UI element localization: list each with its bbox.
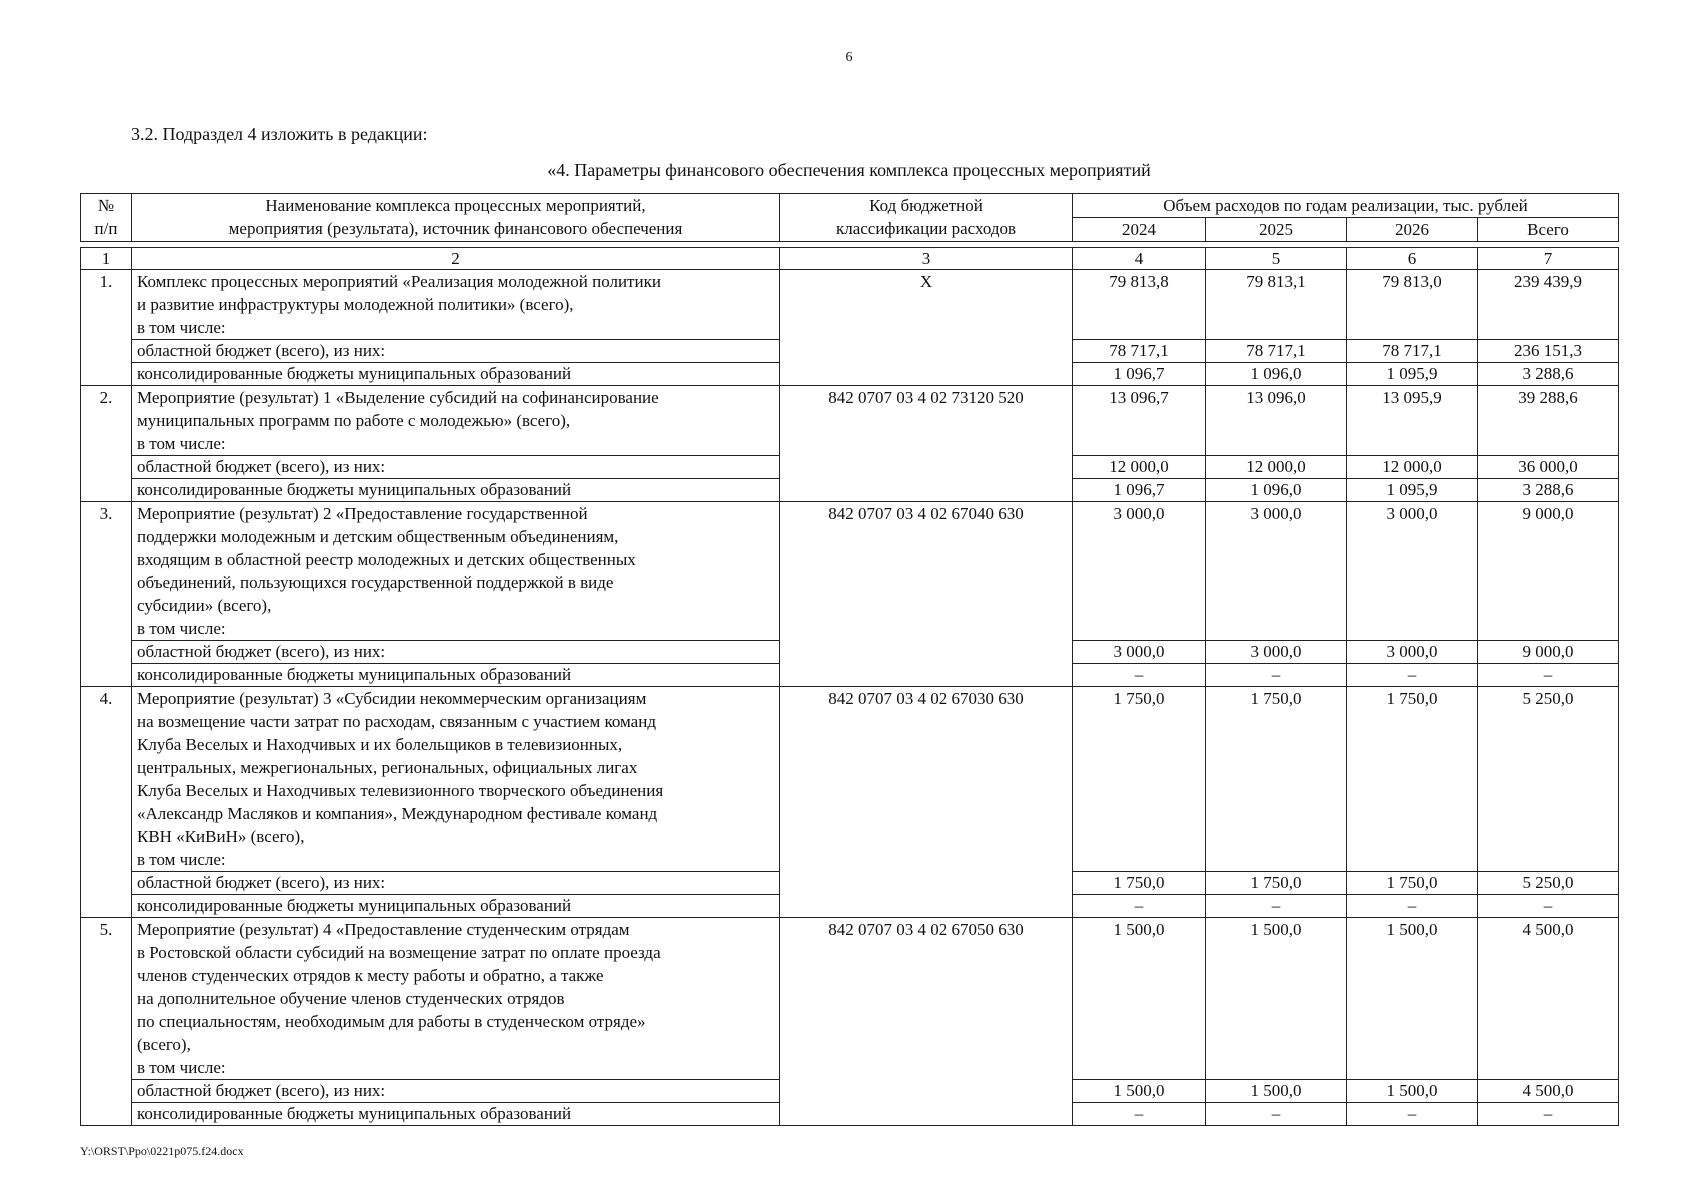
- amount-cell: –: [1073, 664, 1206, 687]
- amount-cell: 1 096,7: [1073, 363, 1206, 386]
- amount-cell: 36 000,0: [1478, 456, 1619, 479]
- amount-cell: 1 750,0: [1206, 687, 1347, 872]
- amount-cell: 1 500,0: [1347, 918, 1478, 1080]
- column-number: 5: [1206, 248, 1347, 270]
- column-number: 3: [780, 248, 1073, 270]
- amount-cell: 1 096,0: [1206, 479, 1347, 502]
- amount-cell: –: [1347, 1103, 1478, 1126]
- amount-cell: 1 500,0: [1347, 1080, 1478, 1103]
- row-number: 3.: [81, 502, 132, 687]
- municipal-budget-label: консолидированные бюджеты муниципальных образований: [132, 363, 780, 386]
- row-number: 4.: [81, 687, 132, 918]
- amount-cell: 239 439,9: [1478, 270, 1619, 340]
- row-name-line: в том числе:: [137, 318, 226, 337]
- header-total: Всего: [1478, 218, 1619, 242]
- amount-cell: 12 000,0: [1073, 456, 1206, 479]
- header-code: Код бюджетной классификации расходов: [780, 194, 1073, 242]
- amount-cell: 3 288,6: [1478, 363, 1619, 386]
- amount-cell: 1 096,7: [1073, 479, 1206, 502]
- row-name-line: на дополнительное обучение членов студенческих отрядов: [137, 989, 565, 1008]
- municipal-budget-label: консолидированные бюджеты муниципальных образований: [132, 479, 780, 502]
- municipal-budget-label: консолидированные бюджеты муниципальных образований: [132, 895, 780, 918]
- finance-table: [80, 247, 1619, 1126]
- column-number: 4: [1073, 248, 1206, 270]
- finance-table-body: [81, 248, 1619, 1126]
- table-header: [80, 193, 1619, 242]
- row-name-line: Комплекс процессных мероприятий «Реализация молодежной политики: [137, 272, 661, 291]
- amount-cell: 5 250,0: [1478, 872, 1619, 895]
- row-name: [132, 502, 780, 641]
- column-number-row: [81, 248, 1619, 270]
- amount-cell: 1 500,0: [1206, 918, 1347, 1080]
- row-name-line: в том числе:: [137, 434, 226, 453]
- amount-cell: 1 750,0: [1073, 872, 1206, 895]
- amount-cell: 3 000,0: [1347, 641, 1478, 664]
- amount-cell: –: [1073, 895, 1206, 918]
- amount-cell: –: [1073, 1103, 1206, 1126]
- row-name-line: центральных, межрегиональных, региональных, официальных лигах: [137, 758, 638, 777]
- header-year-2025: 2025: [1206, 218, 1347, 242]
- amount-cell: 1 500,0: [1073, 1080, 1206, 1103]
- amount-cell: 3 000,0: [1206, 502, 1347, 641]
- row-name-line: муниципальных программ по работе с молодежью» (всего),: [137, 411, 571, 430]
- page-number: 6: [845, 50, 853, 65]
- amount-cell: 1 750,0: [1206, 872, 1347, 895]
- regional-budget-label: областной бюджет (всего), из них:: [132, 340, 780, 363]
- file-path-footer: Y:\ORST\Ppo\0221p075.f24.docx: [80, 1144, 244, 1158]
- amount-cell: 78 717,1: [1347, 340, 1478, 363]
- amount-cell: 3 288,6: [1478, 479, 1619, 502]
- row-name: [132, 270, 780, 340]
- amount-cell: 1 500,0: [1073, 918, 1206, 1080]
- row-name-line: КВН «КиВиН» (всего),: [137, 827, 305, 846]
- table-row: [81, 918, 1619, 1080]
- row-name-line: Мероприятие (результат) 4 «Предоставление студенческим отрядам: [137, 920, 630, 939]
- amount-cell: 13 096,7: [1073, 386, 1206, 456]
- amount-cell: 78 717,1: [1073, 340, 1206, 363]
- amount-cell: 13 096,0: [1206, 386, 1347, 456]
- row-name-line: Мероприятие (результат) 2 «Предоставление государственной: [137, 504, 588, 523]
- amount-cell: 39 288,6: [1478, 386, 1619, 456]
- amount-cell: –: [1478, 664, 1619, 687]
- amount-cell: 79 813,1: [1206, 270, 1347, 340]
- amount-cell: 12 000,0: [1206, 456, 1347, 479]
- row-name-line: объединений, пользующихся государственной поддержкой в виде: [137, 573, 614, 592]
- row-name-line: в том числе:: [137, 1058, 226, 1077]
- amount-cell: 4 500,0: [1478, 918, 1619, 1080]
- column-number: 1: [81, 248, 132, 270]
- row-name-line: входящим в областной реестр молодежных и детских общественных: [137, 550, 636, 569]
- section-title: «4. Параметры финансового обеспечения комплекса процессных мероприятий: [547, 160, 1151, 180]
- row-name: [132, 386, 780, 456]
- header-year-2024: 2024: [1073, 218, 1206, 242]
- column-number: 6: [1347, 248, 1478, 270]
- header-year-2026: 2026: [1347, 218, 1478, 242]
- header-no: № п/п: [81, 194, 132, 242]
- amount-cell: 4 500,0: [1478, 1080, 1619, 1103]
- budget-code: Х: [780, 270, 1073, 386]
- amount-cell: 13 095,9: [1347, 386, 1478, 456]
- amount-cell: 79 813,0: [1347, 270, 1478, 340]
- amount-cell: 79 813,8: [1073, 270, 1206, 340]
- amount-cell: 1 750,0: [1347, 872, 1478, 895]
- budget-code: 842 0707 03 4 02 67030 630: [780, 687, 1073, 918]
- amount-cell: 236 151,3: [1478, 340, 1619, 363]
- amount-cell: –: [1206, 664, 1347, 687]
- row-name-line: (всего),: [137, 1035, 191, 1054]
- regional-budget-label: областной бюджет (всего), из них:: [132, 641, 780, 664]
- row-name-line: в том числе:: [137, 850, 226, 869]
- row-number: 1.: [81, 270, 132, 386]
- amount-cell: 1 095,9: [1347, 363, 1478, 386]
- amount-cell: 5 250,0: [1478, 687, 1619, 872]
- amount-cell: 9 000,0: [1478, 502, 1619, 641]
- row-number: 2.: [81, 386, 132, 502]
- row-name-line: субсидии» (всего),: [137, 596, 272, 615]
- intro-text: 3.2. Подраздел 4 изложить в редакции:: [131, 124, 428, 144]
- amount-cell: –: [1478, 895, 1619, 918]
- amount-cell: 1 096,0: [1206, 363, 1347, 386]
- amount-cell: 3 000,0: [1206, 641, 1347, 664]
- amount-cell: 1 095,9: [1347, 479, 1478, 502]
- amount-cell: 1 750,0: [1347, 687, 1478, 872]
- amount-cell: 3 000,0: [1347, 502, 1478, 641]
- amount-cell: 9 000,0: [1478, 641, 1619, 664]
- amount-cell: –: [1478, 1103, 1619, 1126]
- header-volume: Объем расходов по годам реализации, тыс. рублей: [1073, 194, 1619, 218]
- row-number: 5.: [81, 918, 132, 1126]
- amount-cell: –: [1206, 895, 1347, 918]
- row-name-line: в том числе:: [137, 619, 226, 638]
- amount-cell: 1 500,0: [1206, 1080, 1347, 1103]
- regional-budget-label: областной бюджет (всего), из них:: [132, 1080, 780, 1103]
- row-name-line: Мероприятие (результат) 1 «Выделение субсидий на софинансирование: [137, 388, 659, 407]
- row-name-line: на возмещение части затрат по расходам, связанным с участием команд: [137, 712, 656, 731]
- row-name-line: Мероприятие (результат) 3 «Субсидии некоммерческим организациям: [137, 689, 647, 708]
- municipal-budget-label: консолидированные бюджеты муниципальных образований: [132, 664, 780, 687]
- row-name-line: и развитие инфраструктуры молодежной политики» (всего),: [137, 295, 574, 314]
- amount-cell: 3 000,0: [1073, 641, 1206, 664]
- row-name-line: «Александр Масляков и компания», Международном фестивале команд: [137, 804, 658, 823]
- row-name-line: в Ростовской области субсидий на возмещение затрат по оплате проезда: [137, 943, 661, 962]
- amount-cell: –: [1347, 664, 1478, 687]
- row-name-line: Клуба Веселых и Находчивых и их болельщиков в телевизионных,: [137, 735, 623, 754]
- column-number: 2: [132, 248, 780, 270]
- budget-code: 842 0707 03 4 02 67050 630: [780, 918, 1073, 1126]
- amount-cell: 12 000,0: [1347, 456, 1478, 479]
- row-name-line: Клуба Веселых и Находчивых телевизионного творческого объединения: [137, 781, 664, 800]
- budget-code: 842 0707 03 4 02 67040 630: [780, 502, 1073, 687]
- table-row: [81, 386, 1619, 456]
- table-row: [81, 270, 1619, 340]
- regional-budget-label: областной бюджет (всего), из них:: [132, 872, 780, 895]
- table-row: [81, 502, 1619, 641]
- column-number: 7: [1478, 248, 1619, 270]
- row-name-line: поддержки молодежным и детским общественным объединениям,: [137, 527, 619, 546]
- header-name: Наименование комплекса процессных мероприятий, мероприятия (результата), источник финансового обеспечения: [132, 194, 780, 242]
- row-name: [132, 918, 780, 1080]
- amount-cell: 1 750,0: [1073, 687, 1206, 872]
- amount-cell: –: [1347, 895, 1478, 918]
- amount-cell: 3 000,0: [1073, 502, 1206, 641]
- amount-cell: –: [1206, 1103, 1347, 1126]
- amount-cell: 78 717,1: [1206, 340, 1347, 363]
- regional-budget-label: областной бюджет (всего), из них:: [132, 456, 780, 479]
- municipal-budget-label: консолидированные бюджеты муниципальных образований: [132, 1103, 780, 1126]
- budget-code: 842 0707 03 4 02 73120 520: [780, 386, 1073, 502]
- row-name-line: членов студенческих отрядов к месту работы и обратно, а также: [137, 966, 604, 985]
- row-name: [132, 687, 780, 872]
- row-name-line: по специальностям, необходимым для работы в студенческом отряде»: [137, 1012, 646, 1031]
- table-row: [81, 687, 1619, 872]
